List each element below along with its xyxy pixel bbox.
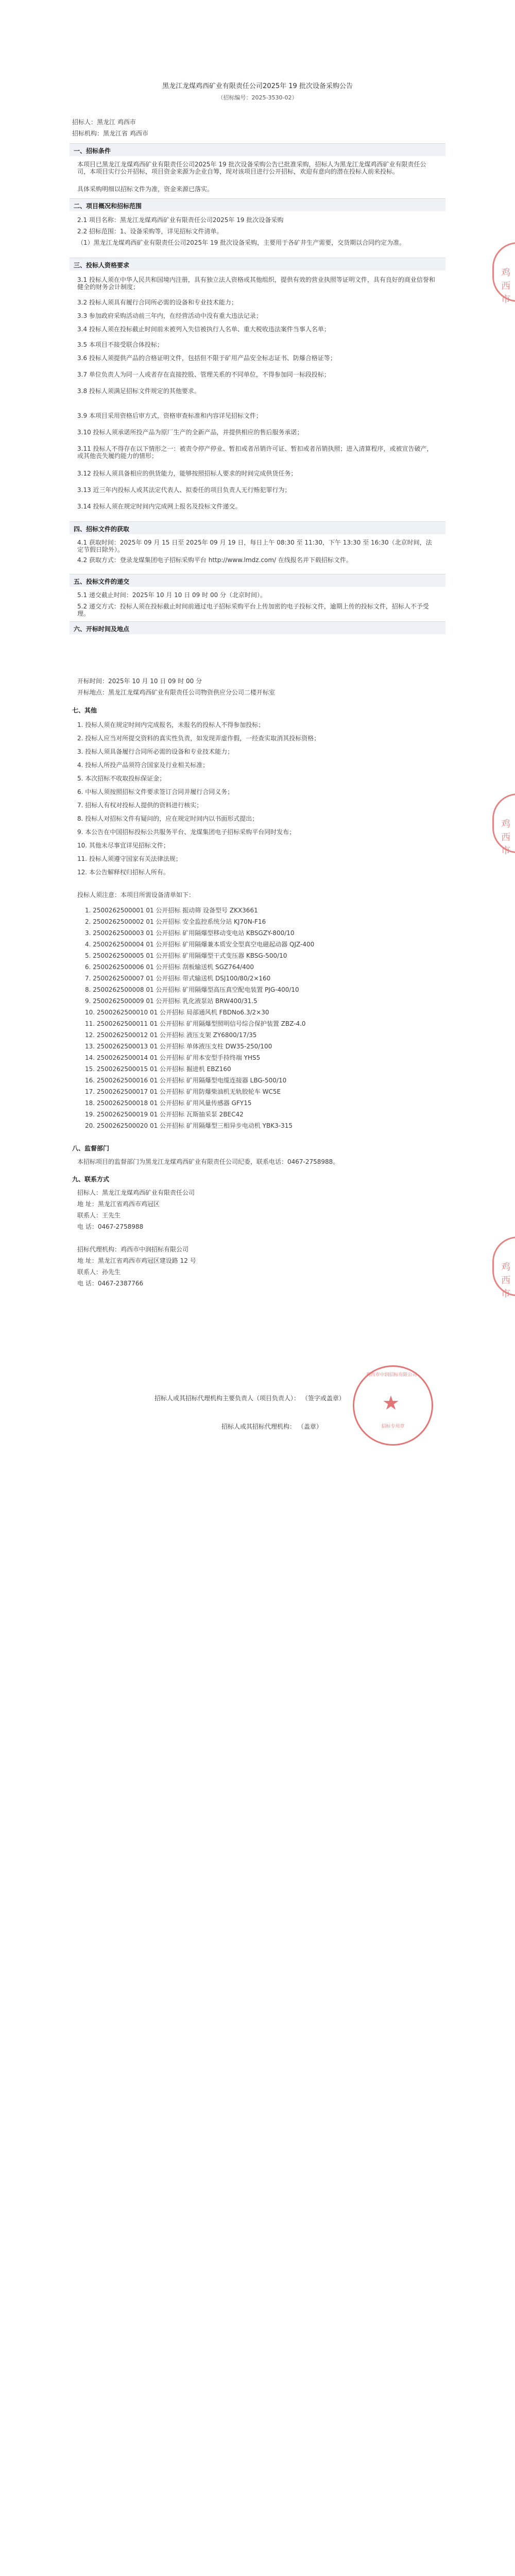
- section-2-line-2: 2.2 招标范围：1、设备采购等，详见招标文件清单。: [77, 228, 223, 235]
- other-item: 5. 本次招标不收取投标保证金；: [77, 775, 166, 782]
- requirement-item: 3.14 投标人须在规定时间内完成网上报名及投标文件递交。: [77, 503, 242, 510]
- section-header-3: [70, 258, 445, 270]
- equipment-item: 19. 2500262500019 01 公开招标 瓦斯抽采泵 2BEC42: [85, 1111, 244, 1118]
- section-header-6: [70, 621, 445, 634]
- edge-seal-icon: [492, 793, 515, 856]
- requirement-item: 3.3 参加政府采购活动前三年内，在经营活动中没有重大违法记录；: [77, 312, 262, 319]
- section-header-5: [70, 574, 445, 587]
- intro-line: 招标人：黑龙江 鸡西市: [72, 118, 136, 126]
- equipment-item: 20. 2500262500020 01 公开招标 矿用隔爆型三相异步电动机 YBK3-315: [85, 1122, 293, 1129]
- equipment-item: 15. 2500262500015 01 公开招标 掘进机 EBZ160: [85, 1065, 231, 1073]
- equipment-item: 7. 2500262500007 01 公开招标 带式输送机 DSJ100/80/2×160: [85, 975, 271, 982]
- project-number: （招标编号：2025-3530-02）: [217, 94, 298, 101]
- requirement-item: 3.11 投标人不得存在以下情形之一：被责令停产停业、暂扣或者吊销许可证、暂扣或者吊销执照；进入清算程序，或被宣告破产，或其他丧失履约能力的情形；: [77, 445, 433, 460]
- section-title: 七、其他: [72, 707, 97, 714]
- signature-line-1: [154, 1394, 345, 1402]
- equipment-item: 9. 2500262500009 01 公开招标 乳化液泵站 BRW400/31.5: [85, 997, 258, 1005]
- section-header-2: [70, 198, 445, 211]
- equipment-item: 1. 2500262500001 01 公开招标 振动筛 设备型号 ZKX3661: [85, 907, 258, 914]
- seal-text: 鸡西市中润招标有限公司: [366, 1372, 417, 1378]
- equipment-item: 3. 2500262500003 01 公开招标 矿用隔爆型移动变电站 KBSGZY-800/10: [85, 929, 295, 937]
- other-item: 12. 本公告解释权归招标人所有。: [77, 869, 169, 876]
- contact-line: 电 话：0467-2387766: [77, 1280, 144, 1287]
- contact-line: 地 址：黑龙江省鸡西市鸡冠区建设路 12 号: [77, 1257, 196, 1264]
- signature-label: 招标人或其招标代理机构主要负责人（项目负责人）：: [154, 1395, 300, 1402]
- section-2-line-1: 2.1 项目名称：黑龙江龙煤鸡西矿业有限责任公司2025年 19 批次设备采购: [77, 216, 284, 224]
- section-5-line-2: 5.2 递交方式：投标人须在投标截止时间前通过电子招标采购平台上传加密的电子投标文件，逾期上传的投标文件，招标人不予受理。: [77, 603, 429, 617]
- edge-seal-icon: [492, 242, 515, 305]
- requirement-item: 3.6 投标人须提供产品的合格证明文件，包括但不限于矿用产品安全标志证书、防爆合格证等；: [77, 354, 336, 362]
- signature-line-2: [221, 1422, 322, 1431]
- equipment-item: 5. 2500262500005 01 公开招标 矿用隔爆型干式变压器 KBSG-500/10: [85, 952, 287, 959]
- section-title: 三、投标人资格要求: [74, 262, 130, 269]
- requirement-item: 3.4 投标人须在投标截止时间前未被列入失信被执行人名单、重大税收违法案件当事人名单；: [77, 326, 330, 333]
- equipment-item: 11. 2500262500011 01 公开招标 矿用隔爆型照明信号综合保护装置 ZBZ-4.0: [85, 1020, 306, 1027]
- equipment-item: 6. 2500262500006 01 公开招标 刮板输送机 SGZ764/400: [85, 963, 254, 971]
- section-title: 五、投标文件的递交: [74, 578, 130, 585]
- section-8-line-1: 本招标项目的监督部门为黑龙江龙煤鸡西矿业有限责任公司纪委，联系电话：0467-2758988。: [77, 1158, 339, 1165]
- section-title: 一、招标条件: [74, 147, 111, 155]
- section-6-line-1: 开标时间：2025年 10 月 10 日 09 时 00 分: [77, 677, 202, 685]
- seal-text: 招标专用章: [381, 1424, 405, 1429]
- contact-line: 地 址：黑龙江省鸡西市鸡冠区: [77, 1200, 160, 1208]
- section-2-line-3: （1）黑龙江龙煤鸡西矿业有限责任公司2025年 19 批次设备采购，主要用于各矿井生产需要，交货期以合同约定为准。: [77, 239, 406, 246]
- other-item: 3. 投标人须具备履行合同所必需的设备和专业技术能力；: [77, 748, 234, 755]
- equipment-item: 10. 2500262500010 01 公开招标 局部通风机 FBDNo6.3/2×30: [85, 1009, 269, 1016]
- requirement-item: 3.7 单位负责人为同一人或者存在直接控股、管理关系的不同单位，不得参加同一标段投标；: [77, 371, 330, 378]
- requirement-item: 3.12 投标人须具备相应的供货能力，能够按照招标人要求的时间完成供货任务；: [77, 470, 297, 477]
- equipment-item: 18. 2500262500018 01 公开招标 矿用风量传感器 GFY15: [85, 1099, 252, 1107]
- section-header-4: [70, 521, 445, 534]
- requirement-item: 3.2 投标人须具有履行合同所必需的设备和专业技术能力；: [77, 299, 237, 306]
- section-6-line-2: 开标地点：黑龙江龙煤鸡西矿业有限责任公司物资供应分公司二楼开标室: [77, 689, 276, 696]
- contact-line: 招标代理机构：鸡西市中润招标有限公司: [77, 1246, 189, 1253]
- equipment-item: 16. 2500262500016 01 公开招标 矿用隔爆型电缆连接器 LBG-500/10: [85, 1077, 287, 1084]
- section-title: 四、招标文件的获取: [74, 526, 130, 533]
- equipment-item: 13. 2500262500013 01 公开招标 单体液压支柱 DW35-250/100: [85, 1043, 272, 1050]
- equipment-item: 12. 2500262500012 01 公开招标 液压支架 ZY6800/17/35: [85, 1031, 257, 1039]
- contact-line: 联系人：孙先生: [77, 1268, 121, 1276]
- contact-line: 招标人：黑龙江龙煤鸡西矿业有限责任公司: [77, 1189, 195, 1196]
- equipment-list-note: 投标人须注意：本项目所需设备清单如下：: [77, 891, 195, 899]
- contact-line: 联系人：王先生: [77, 1212, 121, 1219]
- requirement-item: 3.10 投标人须承诺所投产品为原厂生产的全新产品，并提供相应的售后服务承诺；: [77, 429, 303, 436]
- other-item: 2. 投标人应当对所提交资料的真实性负责，如发现弄虚作假，一经查实取消其投标资格；: [77, 735, 320, 742]
- section-header-1: [70, 143, 445, 156]
- equipment-item: 17. 2500262500017 01 公开招标 矿用防爆柴油机无轨胶轮车 WC5E: [85, 1088, 281, 1095]
- edge-seal-icon: [492, 1236, 515, 1299]
- signature-note: （盖章）: [297, 1423, 322, 1430]
- other-item: 4. 投标人所投产品须符合国家及行业相关标准；: [77, 761, 209, 769]
- other-item: 9. 本公告在中国招标投标公共服务平台、龙煤集团电子招标采购平台同时发布；: [77, 828, 296, 836]
- requirement-item: 3.1 投标人须在中华人民共和国境内注册，具有独立法人资格或其他组织，提供有效的营业执照等证明文件，具有良好的商业信誉和健全的财务会计制度；: [77, 276, 435, 291]
- requirement-item: 3.13 近三年内投标人或其法定代表人、拟委任的项目负责人无行贿犯罪行为；: [77, 486, 291, 494]
- other-item: 10. 其他未尽事宜详见招标文件；: [77, 842, 169, 849]
- edge-seal-text: 鸡西市: [501, 267, 510, 305]
- document-title: 黑龙江龙煤鸡西矿业有限责任公司2025年 19 批次设备采购公告: [162, 82, 353, 90]
- other-item: 1. 投标人须在规定时间内完成报名，未报名的投标人不得参加投标；: [77, 721, 265, 728]
- signature-note: （签字或盖章）: [301, 1395, 345, 1402]
- official-seal-icon: [353, 1365, 433, 1446]
- requirement-item: 3.8 投标人须满足招标文件规定的其他要求。: [77, 387, 200, 395]
- section-title: 八、监督部门: [72, 1145, 110, 1152]
- seal-star-icon: ★: [382, 1392, 400, 1414]
- equipment-item: 4. 2500262500004 01 公开招标 矿用隔爆兼本质安全型真空电磁起动器 QJZ-400: [85, 941, 315, 948]
- section-5-line-1: 5.1 递交截止时间：2025年 10 月 10 日 09 时 00 分（北京时间）。: [77, 591, 267, 599]
- section-title: 九、联系方式: [72, 1176, 110, 1183]
- equipment-item: 14. 2500262500014 01 公开招标 矿用本安型手持终端 YHS5: [85, 1054, 261, 1061]
- equipment-item: 2. 2500262500002 01 公开招标 安全监控系统分站 KJ70N-F16: [85, 918, 266, 925]
- signature-label: 招标人或其招标代理机构：: [221, 1423, 296, 1430]
- section-1-text: 本项目已黑龙江龙煤鸡西矿业有限责任公司2025年 19 批次设备采购公告已批准采购，招标人为黑龙江龙煤鸡西矿业有限责任公司，本项目实行公开招标，项目资金来源为企业自筹，现对该项目进行公开招标，欢迎有意向的潜在投标人前来投标。: [77, 161, 426, 175]
- requirement-item: 3.9 本项目采用资格后审方式，资格审查标准和内容详见招标文件；: [77, 412, 262, 419]
- other-item: 8. 投标人对招标文件有疑问的，应在规定时间内以书面形式提出；: [77, 815, 259, 822]
- edge-seal-text: 鸡西市: [501, 819, 510, 856]
- other-item: 11. 投标人须遵守国家有关法律法规；: [77, 855, 182, 862]
- section-1-text-2: 具体采购明细以招标文件为准，资金来源已落实。: [77, 185, 214, 193]
- other-item: 6. 中标人须按照招标文件要求签订合同并履行合同义务；: [77, 788, 234, 795]
- requirement-item: 3.5 本项目不接受联合体投标；: [77, 341, 163, 348]
- section-title: 六、开标时间及地点: [74, 625, 130, 633]
- contact-line: 电 话：0467-2758988: [77, 1223, 144, 1230]
- edge-seal-text: 鸡西市: [501, 1262, 510, 1299]
- equipment-item: 8. 2500262500008 01 公开招标 矿用隔爆型高压真空配电装置 PJG-400/10: [85, 986, 299, 993]
- section-title: 二、项目概况和招标范围: [74, 202, 142, 210]
- section-4-line-2: 4.2 获取方式：登录龙煤集团电子招标采购平台 http://www.lmdz.com/ 在线报名并下载招标文件。: [77, 556, 352, 564]
- intro-line-2: 招标机构：黑龙江省 鸡西市: [72, 130, 148, 137]
- section-4-line-1: 4.1 获取时间：2025年 09 月 15 日至 2025年 09 月 19 日，每日上午 08:30 至 11:30，下午 13:30 至 16:30（北京时间，法定节假日除外）。: [77, 539, 432, 553]
- other-item: 7. 招标人有权对投标人提供的资料进行核实；: [77, 802, 203, 809]
